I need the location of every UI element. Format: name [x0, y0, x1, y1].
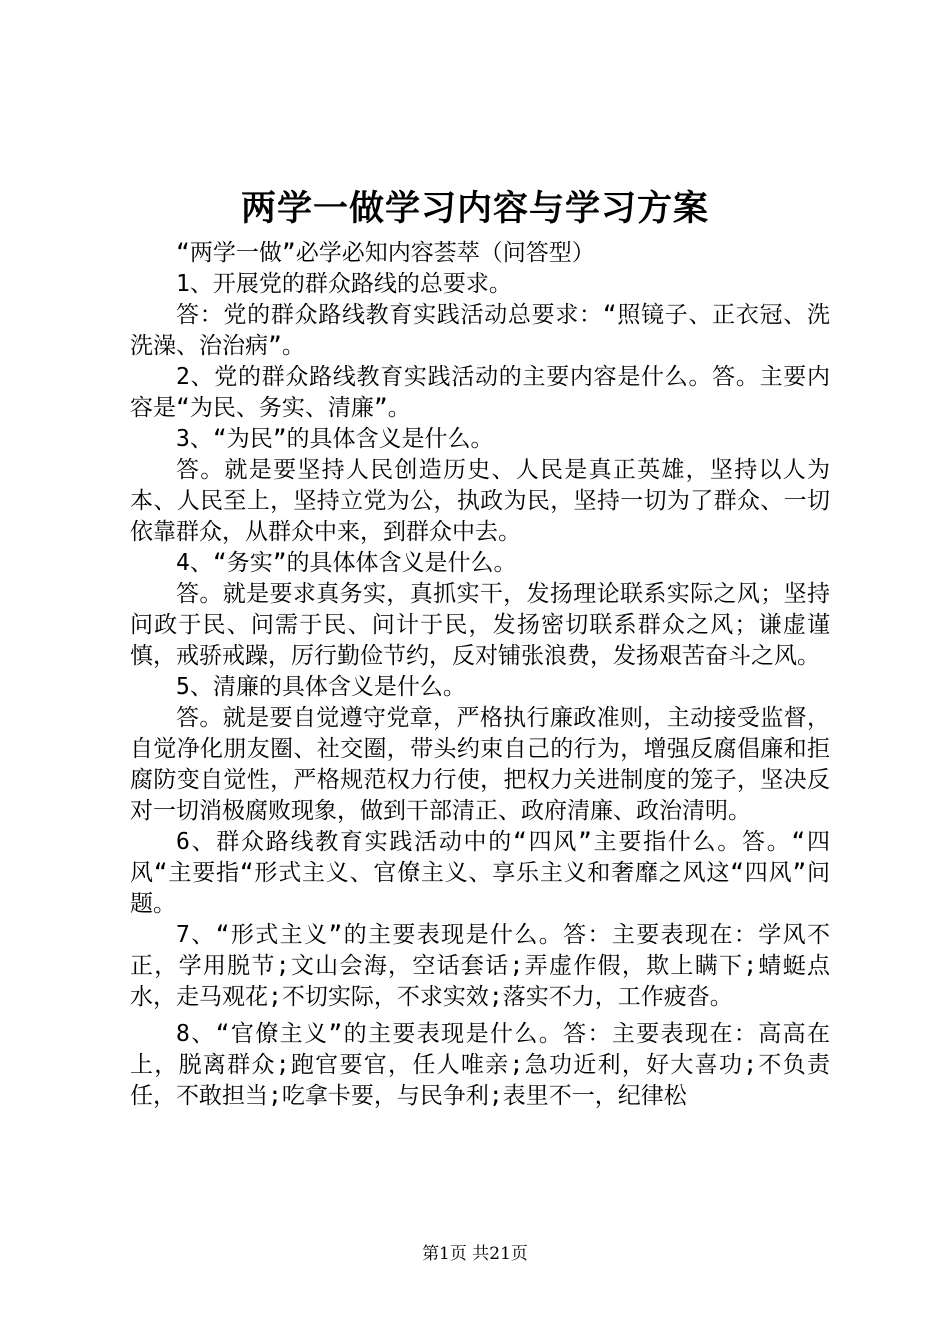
paragraph-q4: 4、“务实”的具体体含义是什么。	[176, 550, 517, 576]
paragraph-a1: 答：党的群众路线教育实践活动总要求：“照镜子、正衣冠、洗洗澡、治治病”。	[130, 302, 830, 359]
paragraph-a4: 答。就是要求真务实，真抓实干，发扬理论联系实际之风；坚持问政于民、问需于民、问计于民，发扬密切联系群众之风；谦虚谨慎，戒骄戒躁，厉行勤俭节约，反对铺张浪费，发扬艰苦奋斗之风。	[130, 581, 830, 669]
document-title: 两学一做学习内容与学习方案	[240, 188, 709, 229]
paragraph-a5: 答。就是要自觉遵守党章，严格执行廉政准则，主动接受监督，自觉净化朋友圈、社交圈，带头约束自己的行为，增强反腐倡廉和拒腐防变自觉性，严格规范权力行使，把权力关进制度的笼子，坚决反对一切消极腐败现象，做到干部清正、政府清廉、政治清明。	[130, 705, 830, 824]
paragraph-q8: 8、“官僚主义”的主要表现是什么。答：主要表现在：高高在上，脱离群众;跑官要官，任人唯亲;急功近利，好大喜功;不负责任，不敢担当;吃拿卡要，与民争利;表里不一，纪律松	[130, 1021, 830, 1109]
paragraph-q2: 2、党的群众路线教育实践活动的主要内容是什么。答。主要内容是“为民、务实、清廉”。	[130, 364, 830, 421]
paragraph-q6: 6、群众路线教育实践活动中的“四风”主要指什么。答。“四风“主要指“形式主义、官僚主义、享乐主义和奢靡之风这“四风”问题。	[130, 829, 830, 917]
paragraph-q3: 3、“为民”的具体含义是什么。	[176, 426, 494, 452]
paragraph-q1: 1、开展党的群众路线的总要求。	[176, 271, 512, 297]
paragraph-a3: 答。就是要坚持人民创造历史、人民是真正英雄，坚持以人为本、人民至上，坚持立党为公，执政为民，坚持一切为了群众、一切依靠群众，从群众中来，到群众中去。	[130, 457, 830, 545]
page-footer: 第1页 共21页	[422, 1244, 528, 1264]
document-body	[130, 238, 830, 1112]
paragraph-subtitle: “两学一做”必学必知内容荟萃（问答型）	[176, 240, 595, 266]
paragraph-q5: 5、清廉的具体含义是什么。	[176, 674, 466, 700]
paragraph-q7: 7、“形式主义”的主要表现是什么。答：主要表现在：学风不正，学用脱节;文山会海，空话套话;弄虚作假，欺上瞒下;蜻蜓点水，走马观花;不切实际，不求实效;落实不力，工作疲沓。	[130, 922, 830, 1010]
